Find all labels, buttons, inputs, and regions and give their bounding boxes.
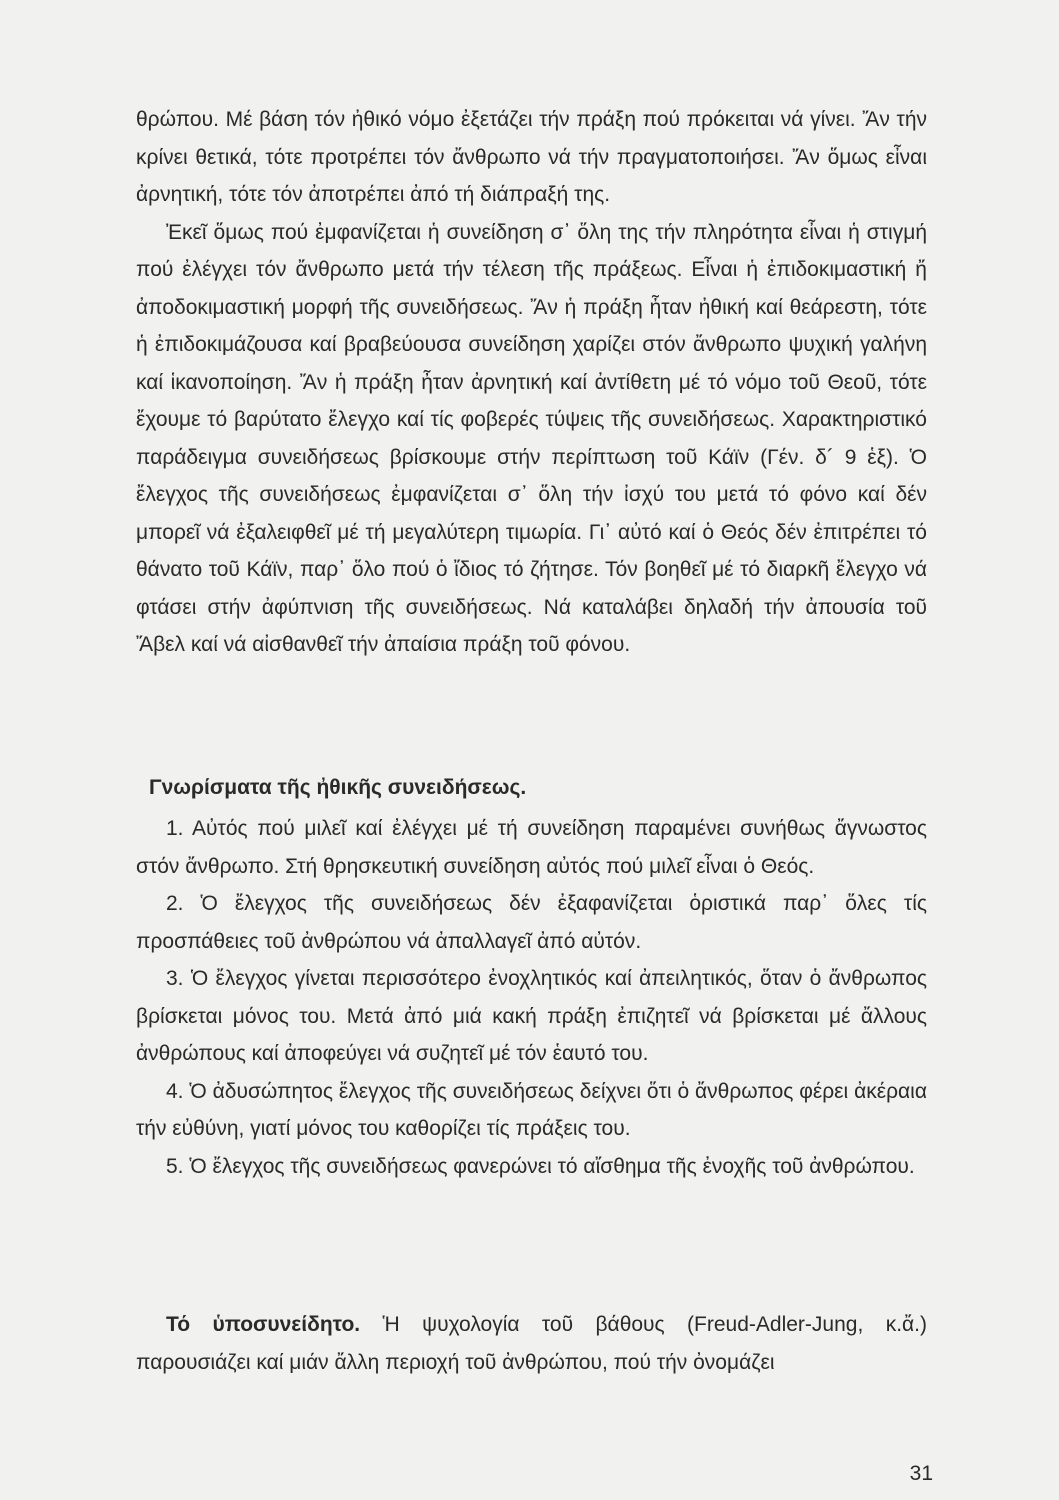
page-number: 31 xyxy=(909,1462,933,1485)
subconscious-section xyxy=(136,1306,927,1381)
opening-text xyxy=(136,101,927,664)
subconscious-title: Τό ὑποσυνείδητο. xyxy=(166,1313,361,1336)
numbered-list xyxy=(136,810,927,1185)
list-item: 1. Αὐτός πού μιλεῖ καί ἐλέγχει μέ τή συνείδηση παραμένει συνήθως ἄγνωστος στόν ἄνθρωπο. Στή θρησκευτική συνείδηση αὐτός πού μιλεῖ εἶναι ὁ Θεός. xyxy=(136,817,927,878)
list-item: 3. Ὁ ἔλεγχος γίνεται περισσότερο ἐνοχλητικός καί ἀπειλητικός, ὅταν ὁ ἄνθρωπος βρίσκεται μόνος του. Μετά ἀπό μιά κακή πράξη ἐπιζητεῖ νά βρίσκεται μέ ἄλλους ἀνθρώπους καί ἀποφεύγει νά συζητεῖ μέ τόν ἑαυτό του. xyxy=(136,967,927,1065)
list-item: 4. Ὁ ἀδυσώπητος ἔλεγχος τῆς συνειδήσεως δείχνει ὅτι ὁ ἄνθρωπος φέρει ἀκέραια τήν εὐθύνη, γιατί μόνος του καθορίζει τίς πράξεις του. xyxy=(136,1079,927,1140)
list-item: 2. Ὁ ἔλεγχος τῆς συνειδήσεως δέν ἐξαφανίζεται ὁριστικά παρ᾽ ὅλες τίς προσπάθειες τοῦ ἀνθρώπου νά ἀπαλλαγεῖ ἀπό αὐτόν. xyxy=(136,892,927,953)
list-item: 5. Ὁ ἔλεγχος τῆς συνειδήσεως φανερώνει τό αἴσθημα τῆς ἐνοχῆς τοῦ ἀνθρώπου. xyxy=(166,1154,915,1178)
intro-paragraph-2: Ἐκεῖ ὅμως πού ἐμφανίζεται ἡ συνείδηση σ᾽ ὅλη της τήν πληρότητα εἶναι ἡ στιγμή πού ἐλέγχει τόν ἄνθρωπο μετά τήν τέλεση τῆς πράξεως. Εἶναι ἡ ἐπιδοκιμαστική ἤ ἀποδοκιμαστική μορφή τῆς συνειδήσεως. Ἄν ἡ πράξη ἦταν ἠθική καί θεάρεστη, τότε ἡ ἐπιδοκιμάζουσα καί βραβεύουσα συνείδηση χαρίζει στόν ἄνθρωπο ψυχική γαλήνη καί ἱκανοποίηση. Ἄν ἡ πράξη ἦταν ἀρνητική καί ἀντίθετη μέ τό νόμο τοῦ Θεοῦ, τότε ἔχουμε τό βαρύτατο ἔλεγχο καί τίς φοβερές τύψεις τῆς συνειδήσεως. Χαρακτηριστικό παράδειγμα συνειδήσεως βρίσκουμε στήν περίπτωση τοῦ Κάϊν (Γέν. δ´ 9 ἑξ). Ὁ ἔλεγχος τῆς συνειδήσεως ἐμφανίζεται σ᾽ ὅλη τήν ἰσχύ του μετά τό φόνο καί δέν μπορεῖ νά ἐξαλειφθεῖ μέ τή μεγαλύτερη τιμωρία. Γι᾽ αὐτό καί ὁ Θεός δέν ἐπιτρέπει τό θάνατο τοῦ Κάϊν, παρ᾽ ὅλο πού ὁ ἴδιος τό ζήτησε. Τόν βοηθεῖ μέ τό διαρκῆ ἔλεγχο νά φτάσει στήν ἀφύπνιση τῆς συνειδήσεως. Νά καταλάβει δηλαδή τήν ἀπουσία τοῦ Ἄβελ καί νά αἰσθανθεῖ τήν ἀπαίσια πράξη τοῦ φόνου. xyxy=(136,220,927,656)
subconscious-text: Ἡ ψυχολογία τοῦ βάθους (Freud-Adler-Jung, κ.ἄ.) παρουσιάζει καί μιάν ἄλλη περιοχή τοῦ ἀνθρώπου, πού τήν ὀνομάζει xyxy=(136,1313,927,1374)
intro-paragraph-1: θρώπου. Μέ βάση τόν ἠθικό νόμο ἐξετάζει τήν πράξη πού πρόκειται νά γίνει. Ἄν τήν κρίνει θετικά, τότε προτρέπει τόν ἄνθρωπο νά τήν πραγματοποιήσει. Ἄν ὅμως εἶναι ἀρνητική, τότε τόν ἀποτρέπει ἀπό τή διάπραξή της. xyxy=(136,108,927,206)
section-heading: Γνωρίσματα τῆς ἠθικῆς συνειδήσεως. xyxy=(149,776,527,799)
subconscious-paragraph xyxy=(136,1306,927,1381)
